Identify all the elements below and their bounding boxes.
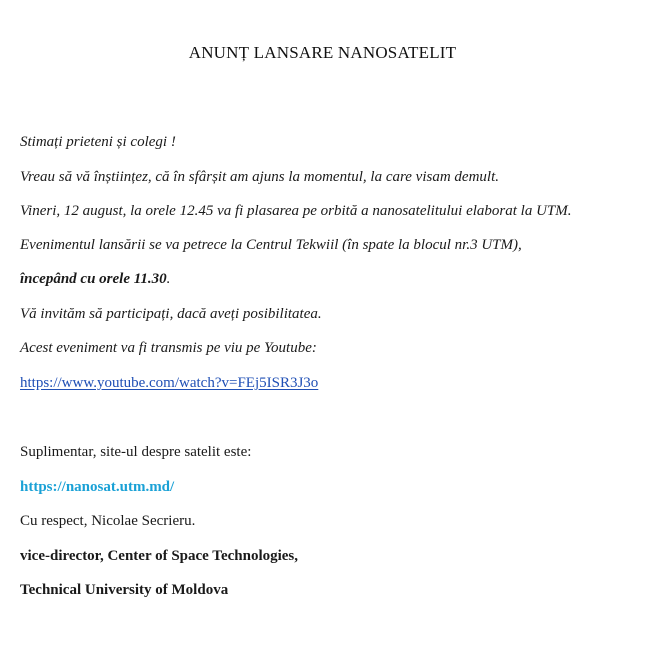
site-intro-text: Suplimentar, site-ul despre satelit este: <box>20 444 252 460</box>
signoff-text: Cu respect, Nicolae Secrieru. <box>20 513 196 529</box>
paragraph-start-time <box>20 271 170 288</box>
paragraph-invite: Vă invităm să participați, dacă aveți posibilitatea. <box>20 306 322 322</box>
greeting-text: Stimați prieteni și colegi ! <box>20 134 176 150</box>
signature-org: Technical University of Moldova <box>20 582 229 598</box>
site-link[interactable]: https://nanosat.utm.md/ <box>20 479 175 495</box>
paragraph-date: Vineri, 12 august, la orele 12.45 va fi plasarea pe orbită a nanosatelitului elaborat la UTM. <box>20 203 572 219</box>
start-time-bold: începând cu orele 11.30 <box>20 271 167 287</box>
youtube-link[interactable]: https://www.youtube.com/watch?v=FEj5ISR3J3o <box>20 375 319 391</box>
paragraph-location: Evenimentul lansării se va petrece la Centrul Tekwiil (în spate la blocul nr.3 UTM), <box>20 237 522 253</box>
paragraph-notify: Vreau să vă înștiințez, că în sfârșit am ajuns la momentul, la care visam demult. <box>20 169 499 185</box>
paragraph-youtube: Acest eveniment va fi transmis pe viu pe Youtube: <box>20 340 317 356</box>
start-time-period: . <box>166 271 171 287</box>
signature-role: vice-director, Center of Space Technologies, <box>20 548 299 564</box>
announcement-title: ANUNȚ LANSARE NANOSATELIT <box>188 43 457 62</box>
